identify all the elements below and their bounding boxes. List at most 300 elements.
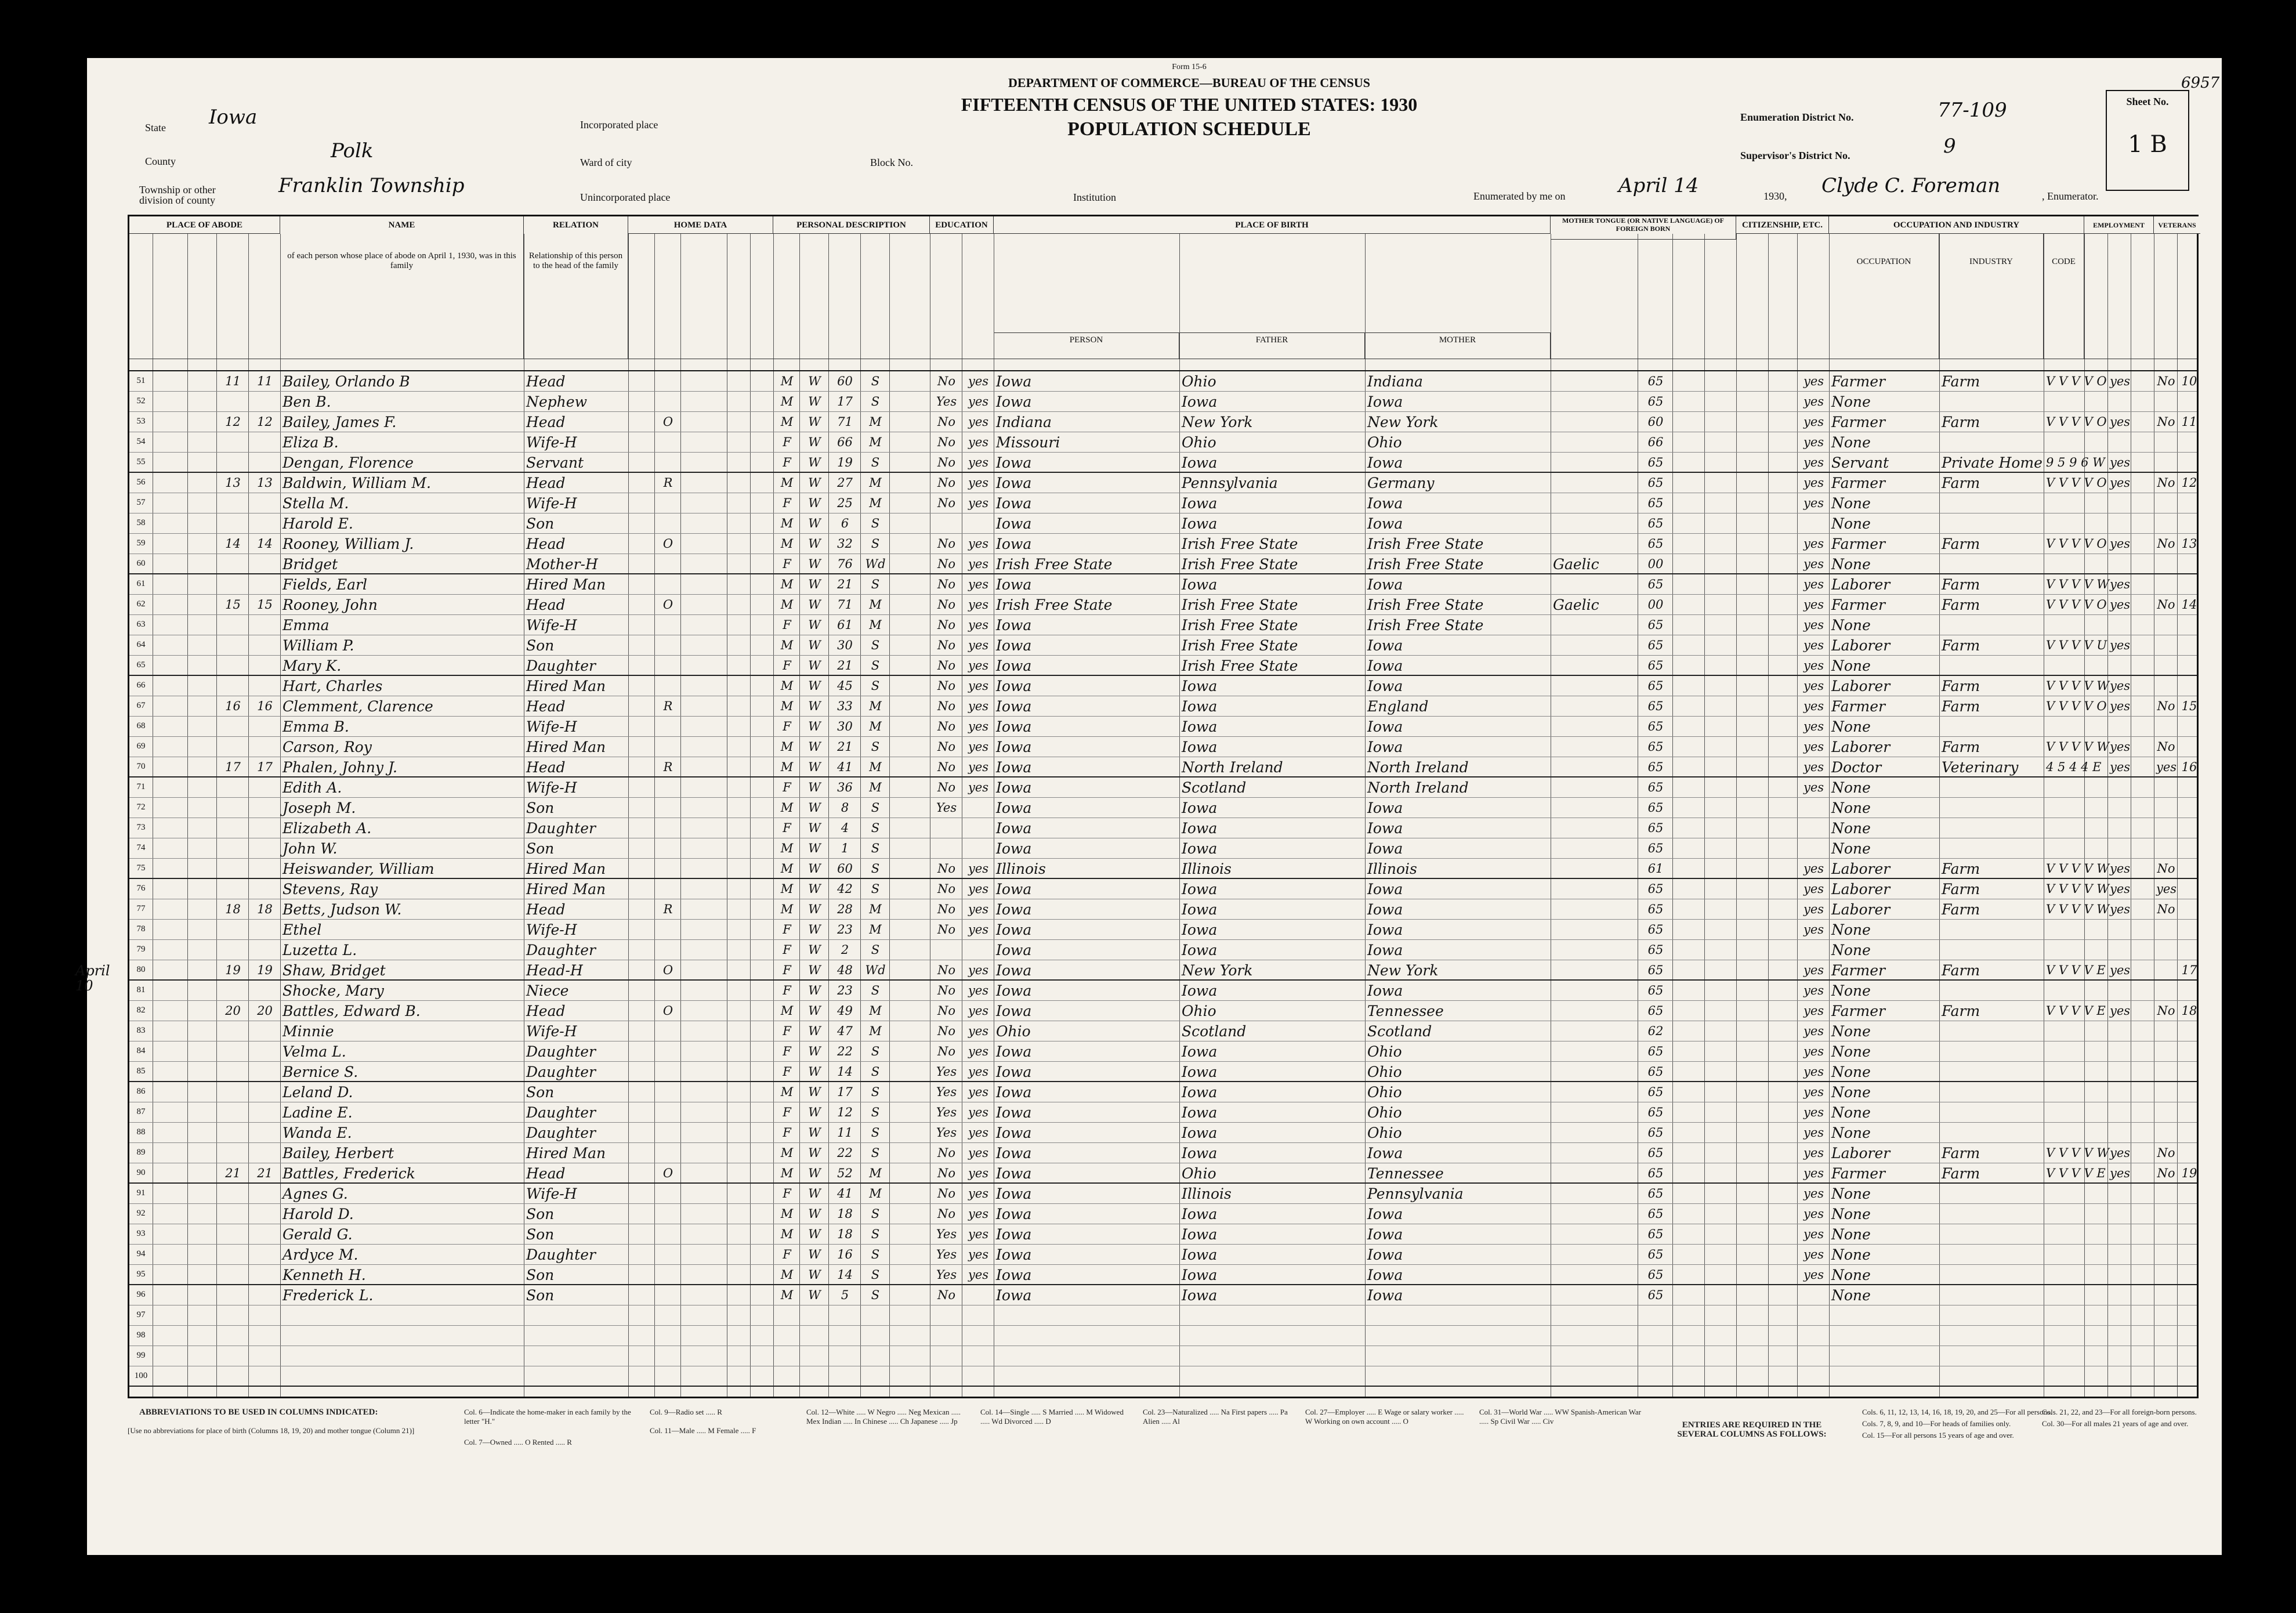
cell-farmq: [752, 960, 772, 981]
cell-school: Yes: [936, 1126, 957, 1140]
cell-radio: [729, 595, 749, 615]
cell-name: Harold E.: [283, 515, 353, 532]
code-head: CODE: [2044, 234, 2084, 359]
cell-c3: [1707, 595, 1735, 615]
cell-emp: [2110, 1123, 2130, 1143]
cell-nat: [1770, 920, 1796, 940]
cell-birth: [996, 1366, 1178, 1387]
cell-cls: [2087, 940, 2106, 960]
group-place-of-birth: PLACE OF BIRTH: [994, 216, 1551, 234]
cell-cls: [2087, 818, 2106, 838]
cell-nat: [1770, 412, 1796, 432]
cell-st: [155, 1285, 186, 1305]
cell-tongue: [1553, 1163, 1636, 1184]
cell-father: Iowa: [1182, 1064, 1218, 1080]
cell-ocode: V V V V O: [2046, 598, 2107, 612]
cell-race: W: [808, 760, 821, 774]
cell-sex: M: [780, 1146, 794, 1160]
cell-st: [155, 859, 186, 879]
cell-radio: [729, 412, 749, 432]
cell-agem: [892, 453, 929, 473]
cell-name: Agnes G.: [283, 1185, 348, 1202]
table-row: [129, 392, 2197, 412]
cell-c3: [1707, 717, 1735, 737]
cell-fam: [251, 1366, 279, 1387]
cell-cls: [2087, 1366, 2106, 1387]
cell-st: [155, 1123, 186, 1143]
cell-nat: [1770, 574, 1796, 595]
cell-farmq: [752, 676, 772, 696]
cell-ln: [2133, 696, 2153, 717]
cell-val: [683, 1265, 726, 1285]
cell-own: [657, 1102, 679, 1123]
cell-age: 28: [837, 902, 853, 916]
cell-occ: Laborer: [1831, 881, 1891, 898]
cell-cls: [2087, 1184, 2106, 1204]
cell-rel: Head: [526, 596, 566, 613]
cell-nat: [1770, 717, 1796, 737]
cell-code: [1640, 1366, 1671, 1387]
cell-nat: [1770, 1346, 1796, 1366]
cell-nat: [1770, 1326, 1796, 1346]
cell-name: Emma B.: [283, 718, 349, 735]
cell-mar: S: [871, 1126, 880, 1140]
cell-c2: [1675, 1001, 1703, 1021]
cell-birth: Iowa: [996, 1206, 1032, 1223]
cell-c2: [1675, 1021, 1703, 1041]
cell-hn: [190, 981, 215, 1001]
cell-farm: [2179, 899, 2199, 920]
cell-race: W: [808, 963, 821, 977]
row-number: 94: [136, 1249, 146, 1258]
cell-farm: 13: [2181, 537, 2197, 551]
cell-fam: [251, 392, 279, 412]
cell-occ: None: [1831, 1043, 1871, 1060]
table-row: [129, 1143, 2197, 1163]
cell-agem: [892, 1285, 929, 1305]
cell-vet: [2156, 1021, 2176, 1041]
cell-c3: [1707, 1184, 1735, 1204]
cell-school: No: [937, 699, 956, 713]
table-row: [129, 1305, 2197, 1326]
cell-mother: Iowa: [1367, 901, 1403, 918]
cell-code: 65: [1647, 455, 1664, 469]
cell-race: W: [808, 1004, 821, 1018]
table-row: [129, 1163, 2197, 1184]
cell-c2: [1675, 818, 1703, 838]
cell-name: Shocke, Mary: [283, 982, 384, 999]
table-row: [129, 412, 2197, 432]
cell-yr: [1739, 595, 1767, 615]
cell-farmq: [752, 798, 772, 818]
cell-h: [631, 1082, 653, 1102]
cell-dw: [219, 1366, 247, 1387]
cell-nat: [1770, 615, 1796, 635]
cell-read: yes: [968, 1146, 989, 1160]
cell-farm: [2179, 1021, 2199, 1041]
cell-own: [657, 1326, 679, 1346]
cell-own: [657, 940, 679, 960]
cell-dw: [219, 574, 247, 595]
cell-ind: Farm: [1942, 414, 1980, 431]
cell-race: W: [808, 719, 821, 733]
cell-ln: [2133, 493, 2153, 513]
cell-ind: Farm: [1942, 901, 1980, 918]
cell-eng: yes: [1803, 923, 1824, 936]
cell-ind: [1942, 1123, 2043, 1143]
table-row: [129, 1204, 2197, 1224]
cell-farm: [2179, 940, 2199, 960]
cell-h: [631, 432, 653, 453]
cell-mother: Illinois: [1367, 860, 1417, 877]
cell-sex: M: [780, 537, 794, 551]
cell-sex: M: [780, 395, 794, 408]
cell-ocode: V V V V W: [2046, 882, 2109, 896]
cell-school: No: [937, 557, 956, 571]
cell-birth: Iowa: [996, 1287, 1032, 1304]
cell-code: 65: [1647, 1187, 1664, 1200]
cell-read: yes: [968, 882, 989, 896]
cell-occ: None: [1831, 515, 1871, 532]
cell-mother: Iowa: [1367, 576, 1403, 593]
cell-val: [683, 1326, 726, 1346]
cell-nat: [1770, 513, 1796, 534]
cell-tongue: [1553, 453, 1636, 473]
cell-own: R: [663, 476, 673, 490]
cell-vet: [2156, 717, 2176, 737]
cell-ind: Farm: [1942, 860, 1980, 877]
cell-mar: S: [871, 679, 880, 693]
cell-sex: F: [783, 1187, 791, 1200]
cell-cls: [2087, 1224, 2106, 1245]
cell-radio: [729, 1082, 749, 1102]
cell-yr: [1739, 1001, 1767, 1021]
cell-c2: [1675, 1163, 1703, 1184]
cell-birth: Iowa: [996, 982, 1032, 999]
cell-eng: yes: [1803, 435, 1824, 449]
cell-race: W: [808, 1166, 821, 1180]
cell-val: [683, 1143, 726, 1163]
cell-ind: [1942, 818, 2043, 838]
cell-hn: [190, 717, 215, 737]
cell-cls: [2087, 899, 2106, 920]
cell-age: 48: [837, 963, 853, 977]
cell-yr: [1739, 1346, 1767, 1366]
abbr-col31: Col. 31—World War ..... WW Spanish-American War ..... Sp Civil War ..... Civ: [1479, 1408, 1641, 1426]
cell-eng: yes: [1803, 719, 1824, 733]
cell-st: [155, 1082, 186, 1102]
cell-age: [831, 1346, 859, 1366]
cell-name: Clemment, Clarence: [283, 698, 433, 715]
cell-race: W: [808, 415, 821, 429]
cell-read: yes: [968, 1004, 989, 1018]
cell-radio: [729, 777, 749, 798]
cell-ind: [1942, 554, 2043, 574]
abbr-col11: Col. 11—Male ..... M Female ..... F: [650, 1426, 756, 1435]
cell-ind: [1942, 1041, 2043, 1062]
cell-h: [631, 920, 653, 940]
cell-occ: Laborer: [1831, 739, 1891, 755]
cell-st: [155, 777, 186, 798]
cell-farmq: [752, 473, 772, 493]
cell-val: [683, 940, 726, 960]
cell-father: North Ireland: [1182, 759, 1283, 776]
cell-emp: yes: [2110, 374, 2131, 388]
cell-ocode: [2046, 513, 2083, 534]
row-number: 77: [136, 904, 146, 913]
cell-rel: Head: [526, 901, 566, 918]
cell-race: W: [808, 902, 821, 916]
cell-father: Irish Free State: [1182, 617, 1298, 634]
cell-nat: [1770, 1265, 1796, 1285]
cell-rel: Son: [526, 1267, 555, 1283]
cell-fam: [251, 1285, 279, 1305]
cell-radio: [729, 392, 749, 412]
cell-yr: [1739, 960, 1767, 981]
cell-sex: F: [783, 923, 791, 936]
cell-yr: [1739, 473, 1767, 493]
page-stamp: 6957: [2181, 74, 2220, 92]
cell-ind: [1942, 1305, 2043, 1326]
cell-race: W: [808, 801, 821, 815]
cell-birth: Irish Free State: [996, 556, 1113, 573]
cell-val: [683, 1245, 726, 1265]
cell-rel: Son: [526, 637, 555, 654]
row-number: 76: [136, 884, 146, 893]
cell-rel: Wife-H: [526, 617, 577, 634]
row-number: 68: [136, 721, 146, 730]
cell-mar: S: [871, 1227, 880, 1241]
table-row: [129, 595, 2197, 615]
cell-cls: [2087, 1163, 2106, 1184]
cell-age: 18: [837, 1207, 853, 1221]
cell-read: [964, 940, 993, 960]
cell-hn: [190, 838, 215, 859]
cell-rel: Head: [526, 698, 566, 715]
cell-vet: [2156, 1346, 2176, 1366]
cell-tongue: Gaelic: [1553, 596, 1599, 613]
cell-race: W: [808, 1024, 821, 1038]
cell-agem: [892, 513, 929, 534]
cell-name: Joseph M.: [283, 800, 356, 816]
cell-name: Bailey, Orlando B: [283, 373, 410, 390]
cell-c2: [1675, 635, 1703, 656]
cell-hn: [190, 453, 215, 473]
cell-ind: Farm: [1942, 373, 1980, 390]
cell-emp: [2110, 1245, 2130, 1265]
cell-sex: M: [780, 801, 794, 815]
cell-farmq: [752, 1102, 772, 1123]
cell-school: No: [937, 1024, 956, 1038]
cell-eng: yes: [1803, 1004, 1824, 1018]
cell-farmq: [752, 554, 772, 574]
cell-race: W: [808, 476, 821, 490]
cell-fam: 13: [257, 476, 273, 490]
state-value: Iowa: [209, 106, 258, 129]
enumerator-label: , Enumerator.: [2042, 190, 2099, 202]
cell-read: [964, 818, 993, 838]
cell-c3: [1707, 371, 1735, 392]
cell-c3: [1707, 899, 1735, 920]
cell-ln: [2133, 1041, 2153, 1062]
cell-race: W: [808, 1207, 821, 1221]
cell-yr: [1739, 940, 1767, 960]
cell-radio: [729, 1326, 749, 1346]
sheet-value: 1 B: [2128, 131, 2167, 158]
cell-val: [683, 981, 726, 1001]
abbr-col7: Col. 7—Owned ..... O Rented ..... R: [464, 1438, 572, 1446]
cell-occ: None: [1831, 982, 1871, 999]
cell-cls: [2087, 534, 2106, 554]
cell-race: W: [808, 395, 821, 408]
cell-occ: None: [1831, 1064, 1871, 1080]
cell-read: yes: [968, 923, 989, 936]
cell-ocode: V V V V O: [2046, 476, 2107, 490]
row-number: 90: [136, 1168, 146, 1177]
cell-farmq: [752, 615, 772, 635]
cell-birth: Iowa: [996, 779, 1032, 796]
cell-farmq: [752, 1204, 772, 1224]
cell-h: [631, 838, 653, 859]
cell-farm: [2179, 777, 2199, 798]
sheet-box: [2106, 90, 2189, 191]
cell-c2: [1675, 940, 1703, 960]
cell-farmq: [752, 757, 772, 777]
cell-name: Stevens, Ray: [283, 881, 378, 898]
cell-val: [683, 1366, 726, 1387]
cell-rel: Daughter: [526, 1246, 596, 1263]
cell-own: [657, 737, 679, 757]
cell-ocode: [2046, 554, 2083, 574]
cell-nat: [1770, 737, 1796, 757]
cell-eng: yes: [1803, 983, 1824, 997]
cell-race: W: [808, 821, 821, 835]
cell-h: [631, 696, 653, 717]
cell-birth: Iowa: [996, 1246, 1032, 1263]
cell-yr: [1739, 534, 1767, 554]
entries-2: Cols. 7, 8, 9, and 10—For heads of families only.: [1862, 1419, 2011, 1428]
cell-emp: [2110, 1366, 2130, 1387]
group-relation: RELATION: [524, 216, 628, 234]
cell-mar: S: [871, 983, 880, 997]
cell-sex: F: [783, 1105, 791, 1119]
cell-mar: S: [871, 1065, 880, 1079]
cell-age: 71: [837, 415, 853, 429]
cell-val: [683, 574, 726, 595]
cell-eng: [1799, 838, 1828, 859]
cell-ocode: [2046, 493, 2083, 513]
cell-ind: [1942, 1366, 2043, 1387]
cell-cls: [2087, 798, 2106, 818]
cell-emp: yes: [2110, 415, 2131, 429]
cell-eng: yes: [1803, 902, 1824, 916]
cell-dw: [219, 1204, 247, 1224]
cell-dw: [219, 554, 247, 574]
cell-st: [155, 412, 186, 432]
cell-birth: Iowa: [996, 637, 1032, 654]
cell-father: [1182, 1366, 1364, 1387]
table-row: [129, 859, 2197, 879]
cell-code: [1640, 1346, 1671, 1366]
cell-farmq: [752, 574, 772, 595]
cell-mar: S: [871, 374, 880, 388]
cell-ocode: [2046, 798, 2083, 818]
cell-race: W: [808, 1268, 821, 1282]
cell-mother: Irish Free State: [1367, 556, 1484, 573]
cell-rel: Son: [526, 1226, 555, 1243]
cell-agem: [892, 737, 929, 757]
cell-tongue: [1553, 1062, 1636, 1082]
cell-ln: [2133, 595, 2153, 615]
cell-radio: [729, 1041, 749, 1062]
cell-ocode: V V V V W: [2046, 902, 2109, 916]
cell-st: [155, 1001, 186, 1021]
cell-fam: [251, 1102, 279, 1123]
cell-read: yes: [968, 618, 989, 632]
cell-sex: [776, 1346, 798, 1366]
cell-c3: [1707, 1001, 1735, 1021]
cell-own: [657, 554, 679, 574]
cell-own: [657, 1021, 679, 1041]
cell-farmq: [752, 635, 772, 656]
cell-tongue: [1553, 574, 1636, 595]
form-number: Form 15-6: [1172, 63, 1207, 71]
cell-birth: Iowa: [996, 962, 1032, 979]
cell-hn: [190, 1245, 215, 1265]
table-row: [129, 534, 2197, 554]
cell-birth: Iowa: [996, 373, 1032, 390]
cell-dw: 15: [225, 598, 241, 612]
cell-occ: None: [1831, 1287, 1871, 1304]
cell-val: [683, 371, 726, 392]
cell-fam: [251, 1143, 279, 1163]
cell-rel: Hired Man: [526, 576, 606, 593]
cell-nat: [1770, 818, 1796, 838]
cell-ln: [2133, 534, 2153, 554]
cell-school: No: [937, 679, 956, 693]
cell-sex: F: [783, 1044, 791, 1058]
cell-mar: M: [869, 719, 882, 733]
cell-own: O: [662, 1004, 673, 1018]
cell-birth: Iowa: [996, 921, 1032, 938]
cell-h: [631, 1163, 653, 1184]
cell-rel: Mother-H: [526, 556, 598, 573]
cell-mar: M: [869, 699, 882, 713]
cell-mar: Wd: [865, 557, 886, 571]
cell-birth: Iowa: [996, 536, 1032, 552]
cell-tongue: [1553, 777, 1636, 798]
cell-agem: [892, 838, 929, 859]
cell-tongue: [1553, 371, 1636, 392]
cell-ind: [1942, 838, 2043, 859]
row-number: 59: [136, 538, 146, 548]
cell-age: 5: [841, 1288, 849, 1302]
cell-school: No: [937, 780, 956, 794]
cell-occ: Laborer: [1831, 637, 1891, 654]
cell-read: yes: [968, 740, 989, 754]
cell-occ: Servant: [1831, 454, 1889, 471]
cell-farmq: [752, 1163, 772, 1184]
cell-yr: [1739, 899, 1767, 920]
cell-own: R: [663, 760, 673, 774]
cell-name: Velma L.: [283, 1043, 346, 1060]
cell-age: 25: [837, 496, 853, 510]
cell-nat: [1770, 1021, 1796, 1041]
cell-fam: [251, 1245, 279, 1265]
cell-eng: yes: [1803, 1085, 1824, 1099]
cell-vet: [2156, 818, 2176, 838]
cell-vet: [2156, 635, 2176, 656]
